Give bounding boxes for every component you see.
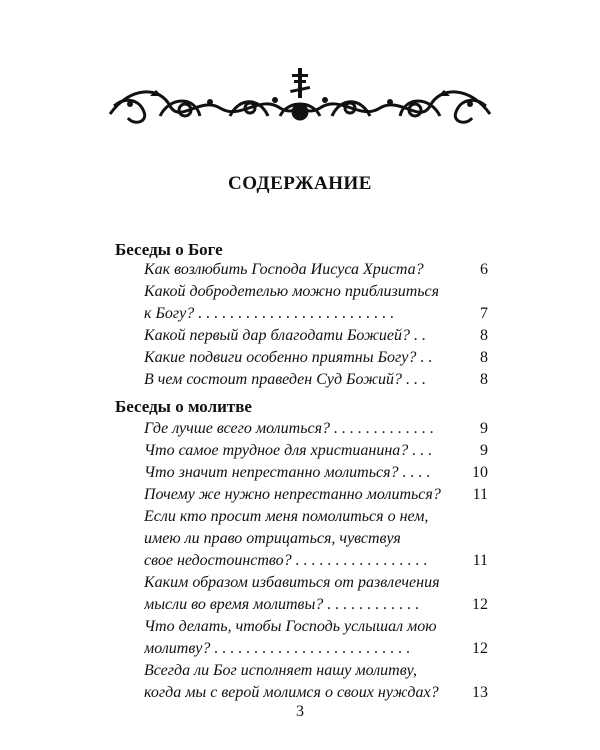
page-ref: 6: [480, 261, 488, 278]
ornament-header: [100, 66, 500, 130]
entry-line: Что значит непрестанно молиться? . . . .: [144, 464, 431, 481]
page-ref: 12: [472, 596, 488, 613]
section-title-god: Беседы о Боге: [115, 240, 223, 259]
entry-line: В чем состоит праведен Суд Божий? . . .: [144, 371, 426, 388]
entry-line: Какие подвиги особенно приятны Богу? . .: [144, 349, 433, 366]
page-ref: 11: [472, 486, 488, 503]
toc-entry[interactable]: [144, 281, 466, 325]
entry-line: Какой первый дар благодати Божией? . .: [144, 327, 426, 344]
entry-line: имею ли право отрицаться, чувствуя: [144, 530, 401, 547]
toc-entry[interactable]: [144, 660, 466, 704]
toc-entry[interactable]: [144, 616, 466, 660]
page-ref: 12: [472, 640, 488, 657]
entry-line: мысли во время молитвы? . . . . . . . . . . . .: [144, 596, 420, 613]
page-ref: 9: [480, 442, 488, 459]
entry-line: к Богу? . . . . . . . . . . . . . . . . . . . . . . . . .: [144, 305, 395, 322]
entry-line: Что делать, чтобы Господь услышал мою: [144, 618, 437, 635]
section-title-prayer: Беседы о молитве: [115, 397, 252, 416]
toc-entry[interactable]: [144, 440, 466, 462]
entry-line: Если кто просит меня помолиться о нем,: [144, 508, 429, 525]
toc-entry[interactable]: [144, 506, 466, 572]
toc-entry[interactable]: [144, 325, 466, 347]
entry-line: Как возлюбить Господа Иисуса Христа?: [144, 261, 424, 278]
page-number: 3: [296, 703, 304, 720]
page-ref: 8: [480, 371, 488, 388]
toc-entry[interactable]: [144, 347, 466, 369]
toc-entry[interactable]: [144, 259, 466, 281]
toc-entry[interactable]: [144, 369, 466, 391]
toc-entry[interactable]: [144, 484, 466, 506]
entry-line: молитву? . . . . . . . . . . . . . . . . . . . . . . . . .: [144, 640, 411, 657]
page-ref: 7: [480, 305, 488, 322]
toc-entry[interactable]: [144, 462, 466, 484]
entry-line: Каким образом избавиться от развлечения: [144, 574, 440, 591]
entry-line: Всегда ли Бог исполняет нашу молитву,: [144, 662, 417, 679]
entry-line: когда мы с верой молимся о своих нуждах?: [144, 684, 439, 701]
entry-line: Что самое трудное для христианина? . . .: [144, 442, 433, 459]
page-ref: 10: [472, 464, 488, 481]
page-ref: 9: [480, 420, 488, 437]
cross-icon: [290, 68, 310, 98]
page-title: СОДЕРЖАНИЕ: [228, 173, 372, 194]
entry-line: Почему же нужно непрестанно молиться?: [144, 486, 441, 503]
toc-entry[interactable]: [144, 418, 466, 440]
toc-entry[interactable]: [144, 572, 466, 616]
entry-line: свое недостоинство? . . . . . . . . . . . . . . . . .: [144, 552, 428, 569]
page-ref: 13: [472, 684, 488, 701]
page-ref: 8: [480, 349, 488, 366]
entry-line: Какой добродетелью можно приблизиться: [144, 283, 440, 300]
entry-line: Где лучше всего молиться? . . . . . . . . . . . . .: [144, 420, 435, 437]
page-ref: 11: [472, 552, 488, 569]
page-ref: 8: [480, 327, 488, 344]
